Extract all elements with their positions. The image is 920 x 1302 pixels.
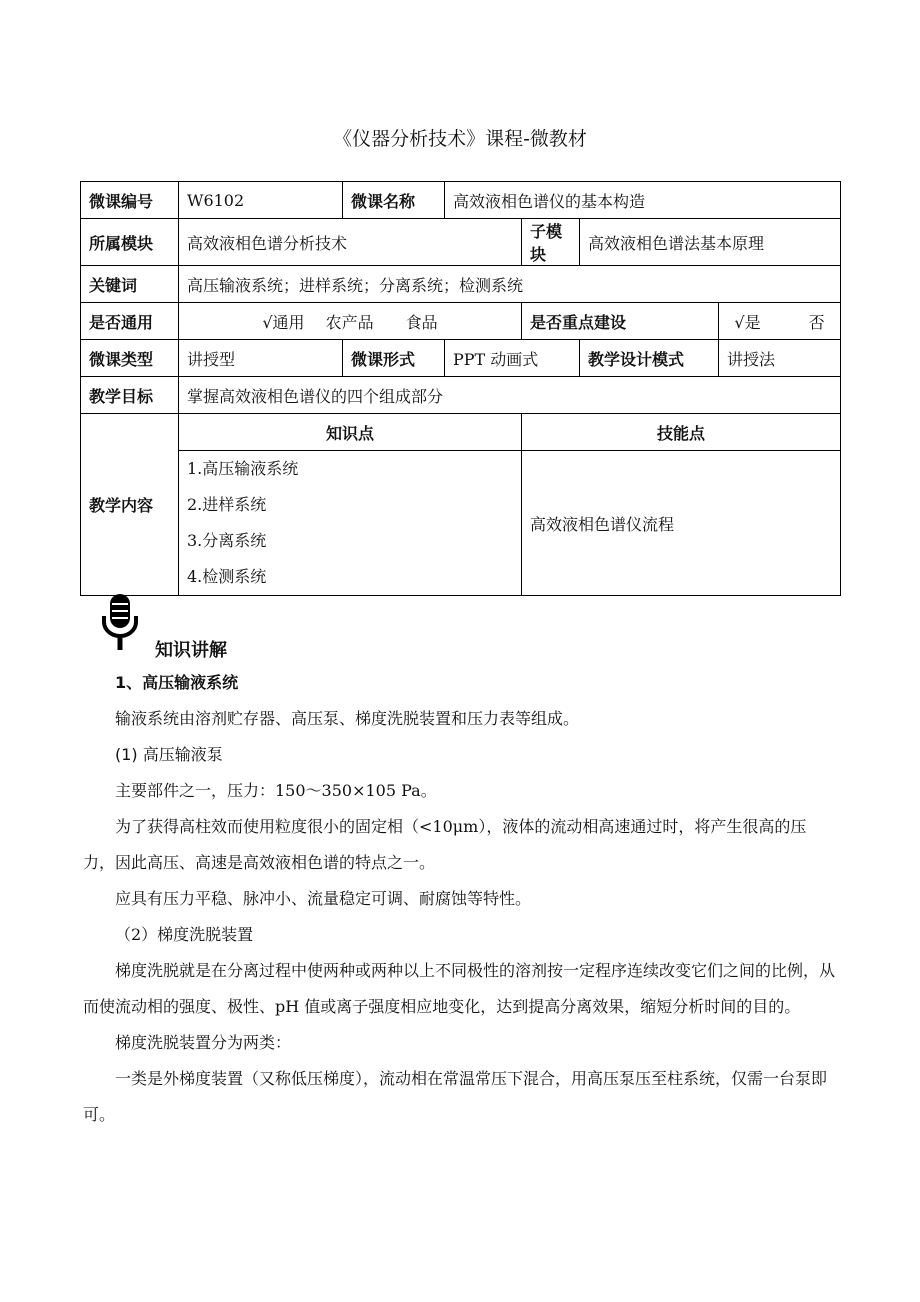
subheading: （2）梯度洗脱装置 bbox=[115, 925, 254, 944]
name-label: 微课名称 bbox=[343, 182, 445, 219]
section-title: 知识讲解 bbox=[155, 640, 227, 661]
general-value: √通用 农产品 食品 bbox=[179, 303, 522, 340]
key-label: 是否重点建设 bbox=[522, 303, 719, 340]
table-row bbox=[81, 451, 841, 596]
module-value: 高效液相色谱分析技术 bbox=[179, 219, 522, 266]
name-value: 高效液相色谱仪的基本构造 bbox=[445, 182, 841, 219]
page-title: 《仪器分析技术》课程-微教材 bbox=[333, 128, 587, 150]
code-label: 微课编号 bbox=[81, 182, 179, 219]
type-label: 微课类型 bbox=[81, 340, 179, 377]
table-row bbox=[81, 182, 841, 219]
type-value: 讲授型 bbox=[179, 340, 343, 377]
keywords-label: 关键词 bbox=[81, 266, 179, 303]
design-label: 教学设计模式 bbox=[580, 340, 719, 377]
table-row bbox=[81, 377, 841, 414]
module-label: 所属模块 bbox=[81, 219, 179, 266]
knowledge-header: 知识点 bbox=[179, 414, 522, 451]
form-label: 微课形式 bbox=[343, 340, 445, 377]
content-label: 教学内容 bbox=[81, 414, 179, 596]
subsection-heading: 1、高压输液系统 bbox=[115, 673, 239, 692]
code-value: W6102 bbox=[179, 182, 343, 219]
paragraph: 输液系统由溶剂贮存器、高压泵、梯度洗脱装置和压力表等组成。 bbox=[115, 709, 580, 728]
list-item: 1.高压输液系统 bbox=[187, 459, 299, 478]
form-value: PPT 动画式 bbox=[445, 340, 580, 377]
table-row bbox=[81, 340, 841, 377]
course-info-table bbox=[80, 181, 841, 596]
list-item: 4.检测系统 bbox=[187, 567, 267, 586]
paragraph: 主要部件之一，压力：150～350×105 Pa。 bbox=[115, 781, 437, 800]
knowledge-list bbox=[179, 451, 522, 596]
section-body bbox=[83, 665, 838, 1133]
table-row bbox=[81, 266, 841, 303]
skill-header: 技能点 bbox=[522, 414, 841, 451]
submodule-value: 高效液相色谱法基本原理 bbox=[580, 219, 841, 266]
goal-value: 掌握高效液相色谱仪的四个组成部分 bbox=[179, 377, 841, 414]
paragraph: 一类是外梯度装置（又称低压梯度），流动相在常温常压下混合，用高压泵压至柱系统，仅需一台泵即可。 bbox=[83, 1069, 828, 1124]
general-label: 是否通用 bbox=[81, 303, 179, 340]
list-item: 3.分离系统 bbox=[187, 531, 267, 550]
key-value: √是 否 bbox=[719, 303, 841, 340]
goal-label: 教学目标 bbox=[81, 377, 179, 414]
paragraph: 梯度洗脱装置分为两类： bbox=[115, 1033, 292, 1052]
subheading: (1) 高压输液泵 bbox=[115, 745, 223, 764]
keywords-value: 高压输液系统；进样系统；分离系统；检测系统 bbox=[179, 266, 841, 303]
table-row bbox=[81, 414, 841, 451]
table-row bbox=[81, 219, 841, 266]
submodule-label: 子模块 bbox=[522, 219, 580, 266]
list-item: 2.进样系统 bbox=[187, 495, 267, 514]
table-row bbox=[81, 303, 841, 340]
paragraph: 为了获得高柱效而使用粒度很小的固定相（<10μm），液体的流动相高速通过时，将产生很高的压力，因此高压、高速是高效液相色谱的特点之一。 bbox=[83, 817, 807, 872]
paragraph: 梯度洗脱就是在分离过程中使两种或两种以上不同极性的溶剂按一定程序连续改变它们之间的比例，从而使流动相的强度、极性、pH 值或离子强度相应地变化，达到提高分离效果，缩短分析时间的目的。 bbox=[83, 961, 836, 1016]
design-value: 讲授法 bbox=[719, 340, 841, 377]
paragraph: 应具有压力平稳、脉冲小、流量稳定可调、耐腐蚀等特性。 bbox=[115, 889, 532, 908]
microphone-icon bbox=[100, 592, 140, 656]
skill-value: 高效液相色谱仪流程 bbox=[522, 451, 841, 596]
